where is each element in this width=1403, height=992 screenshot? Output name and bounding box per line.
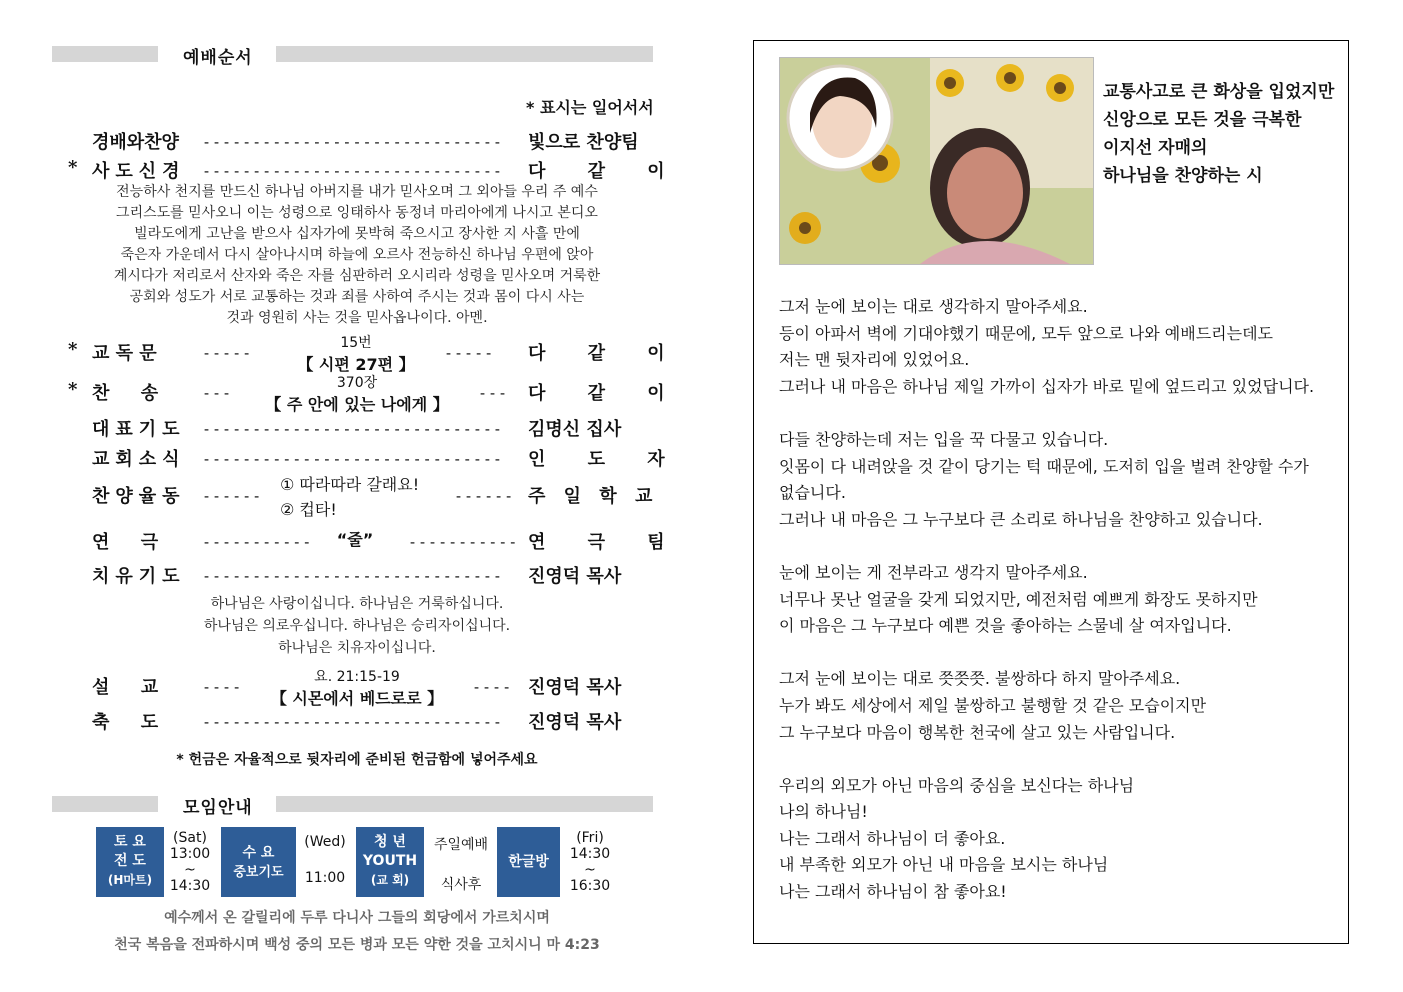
dash-line: ------ — [202, 487, 263, 505]
order-label: 찬 송 — [92, 383, 159, 404]
youth-box — [356, 827, 424, 897]
order-row — [62, 708, 652, 736]
dash-line: --- — [202, 384, 233, 402]
meetings-title: 모임안내 — [183, 798, 253, 818]
poem-line: 나의 하나님! — [779, 802, 868, 822]
detail-line: 370장 — [336, 375, 378, 391]
detail-line: “줄” — [336, 530, 374, 549]
hymn-detail — [262, 372, 452, 415]
stand-mark: * — [68, 379, 78, 400]
order-label: 교회소식 — [92, 449, 186, 470]
time-line: (Wed) — [304, 834, 346, 850]
box-line: 청 년 — [374, 834, 406, 850]
caption-line: 교통사고로 큰 화상을 입었지만 — [1103, 82, 1335, 102]
poem-body — [779, 294, 1329, 906]
order-leader: 김명신 집사 — [528, 419, 622, 440]
poem-stanza — [779, 773, 1329, 906]
box-line: 한글방 — [508, 854, 549, 870]
detail-line: 【 주 안에 있는 나에게 】 — [265, 395, 449, 414]
time-line: 16:30 — [569, 878, 611, 894]
poem-line: 눈에 보이는 게 전부라고 생각지 말아주세요. — [779, 562, 1088, 582]
healing-line: 하나님은 치유자이십니다. — [278, 640, 436, 656]
time-line: ~ — [584, 862, 596, 878]
order-label: 연 극 — [92, 532, 159, 553]
dash-line: ------------------------------ — [202, 450, 503, 468]
poem-line: 그 누구보다 마음이 행복한 천국에 살고 있는 사람입니다. — [779, 722, 1176, 742]
korean-class-box — [497, 827, 560, 897]
standing-note: * 표시는 일어서서 — [526, 98, 654, 117]
time-line: ~ — [184, 862, 196, 878]
worship-order-title: 예배순서 — [183, 48, 253, 68]
detail-line: 【 시몬에서 베드로로 】 — [270, 689, 444, 708]
healing-line: 하나님은 의로우십니다. 하나님은 승리자이십니다. — [203, 618, 511, 634]
order-label: 경배와찬양 — [92, 132, 179, 153]
order-leader: 인 도 자 — [528, 449, 683, 470]
order-leader: 다 같 이 — [528, 383, 683, 404]
order-label: 치유기도 — [92, 566, 186, 587]
detail-line: ② 컵타! — [280, 500, 337, 519]
poem-line: 그러나 내 마음은 하나님 제일 가까이 십자가 바로 밑에 엎드리고 있었답니다. — [779, 376, 1315, 396]
poem-line: 잇몸이 다 내려앉을 것 같이 당기는 턱 때문에, 도저히 입을 벌려 찬양할 수가 없습니다. — [779, 456, 1309, 503]
dash-line: ------------------------------ — [202, 133, 503, 151]
wednesday-prayer-box — [221, 827, 296, 897]
poem-line: 다들 찬양하는데 저는 입을 꾹 다물고 있습니다. — [779, 429, 1109, 449]
poem-stanza — [779, 666, 1329, 746]
order-leader: 진영덕 목사 — [528, 566, 622, 587]
box-line: (H마트) — [107, 873, 153, 887]
caption-line: 이지선 자매의 — [1103, 138, 1208, 158]
order-leader: 빛으로 찬양팀 — [528, 132, 639, 153]
order-row — [62, 445, 683, 473]
dash-line: ------------------------------ — [202, 420, 503, 438]
friday-time — [566, 830, 614, 894]
poem-line: 등이 아파서 벽에 기대야했기 때문에, 모두 앞으로 나와 예배드리는데도 — [779, 323, 1273, 343]
detail-line: 요. 21:15-19 — [314, 669, 400, 685]
saturday-time — [166, 830, 214, 894]
dash-line: ------------------------------ — [202, 567, 503, 585]
saturday-evangelism-box — [96, 827, 164, 897]
time-line: 13:00 — [169, 846, 211, 862]
order-row — [62, 415, 652, 443]
order-label: 축 도 — [92, 712, 159, 733]
creed-line: 계시다가 저리로서 산자와 죽은 자를 심판하러 오시리라 성령을 믿사오며 거룩한 — [113, 268, 601, 284]
detail-line: 15번 — [340, 335, 372, 351]
poem-line: 이 마음은 그 누구보다 예쁜 것을 좋아하는 스물네 살 여자입니다. — [779, 616, 1232, 636]
time-line: 주일예배 — [433, 837, 489, 853]
creed-line: 것과 영원히 사는 것을 믿사옵나이다. 아멘. — [226, 310, 488, 326]
time-line: 식사후 — [440, 877, 482, 893]
footer-line: 예수께서 온 갈릴리에 두루 다니사 그들의 회당에서 가르치시며 — [164, 910, 550, 926]
dash-line: ----- — [444, 344, 495, 362]
time-line: (Sat) — [173, 830, 207, 846]
order-label: 찬양율동 — [92, 486, 186, 507]
poem-line: 나는 그래서 하나님이 참 좋아요! — [779, 882, 1007, 902]
dash-line: ----------- — [202, 533, 312, 551]
time-line: 14:30 — [169, 878, 211, 894]
section-bar-left — [52, 46, 158, 62]
section-bar-right — [276, 796, 653, 812]
order-label: 설 교 — [92, 677, 159, 698]
creed-line: 전능하사 천지를 만드신 하나님 아버지를 내가 믿사오며 그 외아들 우리 주 예수 — [116, 184, 598, 200]
caption-line: 신앙으로 모든 것을 극복한 — [1103, 110, 1302, 130]
order-label: 교 독 문 — [92, 343, 157, 364]
photo-illustration — [780, 58, 1093, 264]
box-line: 토 요 — [114, 834, 146, 850]
responsive-reading-detail — [276, 332, 436, 375]
order-label: 사도신경 — [92, 161, 186, 182]
order-leader: 다 같 이 — [528, 343, 683, 364]
creed-line: 공회와 성도가 서로 교통하는 것과 죄를 사하여 주시는 것과 몸이 다시 사는 — [129, 289, 585, 305]
sermon-detail — [262, 666, 452, 709]
bible-verse-footer — [62, 905, 652, 959]
creed-line: 죽은자 가운데서 다시 살아나시며 하늘에 오르사 전능하신 하나님 우편에 앉아 — [120, 247, 594, 263]
caption-line: 하나님을 찬양하는 시 — [1103, 166, 1263, 186]
apostles-creed — [62, 182, 652, 329]
poem-stanza — [779, 427, 1329, 533]
dash-line: ---- — [202, 678, 242, 696]
dash-line: --- — [478, 384, 509, 402]
order-row — [62, 562, 652, 590]
box-line: (교 회) — [370, 873, 410, 887]
order-leader: 진영덕 목사 — [528, 677, 622, 698]
dash-line: ------ — [454, 487, 515, 505]
order-row — [62, 128, 652, 156]
poem-line: 내 부족한 외모가 아닌 내 마음을 보시는 하나님 — [779, 855, 1109, 875]
healing-line: 하나님은 사랑이십니다. 하나님은 거룩하십니다. — [210, 596, 504, 612]
poem-stanza — [779, 294, 1329, 400]
dash-line: ------------------------------ — [202, 162, 503, 180]
order-leader: 진영덕 목사 — [528, 712, 622, 733]
poem-stanza — [779, 560, 1329, 640]
poem-line: 너무나 못난 얼굴을 갖게 되었지만, 예전처럼 예쁘게 화장도 못하지만 — [779, 589, 1258, 609]
dash-line: ---- — [472, 678, 512, 696]
section-bar-left — [52, 796, 158, 812]
box-line: 수 요 — [242, 845, 275, 861]
drama-detail — [320, 527, 390, 550]
praise-dance-detail — [280, 472, 419, 522]
youth-time — [428, 834, 494, 894]
detail-line: ① 따라따라 갈래요! — [280, 475, 420, 494]
dash-line: ------------------------------ — [202, 713, 503, 731]
creed-line: 그리스도를 믿사오니 이는 성령으로 잉태하사 동정녀 마리아에게 나시고 본디오 — [116, 205, 598, 221]
creed-line: 빌라도에게 고난을 받으사 십자가에 못박혀 죽으시고 장사한 지 사흘 만에 — [134, 226, 580, 242]
stand-mark: * — [68, 157, 78, 178]
offering-note: * 헌금은 자율적으로 뒷자리에 준비된 헌금함에 넣어주세요 — [176, 752, 538, 768]
order-row — [62, 157, 683, 185]
time-line: 11:00 — [304, 870, 346, 886]
photo — [779, 57, 1094, 265]
box-line: YOUTH — [362, 853, 418, 869]
poem-line: 누가 봐도 세상에서 제일 불쌍하고 불행할 것 같은 모습이지만 — [779, 695, 1207, 715]
dash-line: ----- — [202, 344, 253, 362]
photo-caption — [1103, 78, 1334, 190]
order-leader: 주 일 학 교 — [528, 486, 659, 507]
order-leader: 다 같 이 — [528, 161, 683, 182]
box-line: 전 도 — [114, 853, 146, 869]
footer-line: 천국 복음을 전파하시며 백성 중의 모든 병과 모든 약한 것을 고치시니 마 4:23 — [114, 937, 600, 953]
time-line: 14:30 — [569, 846, 611, 862]
poem-line: 저는 맨 뒷자리에 있었어요. — [779, 350, 970, 370]
order-leader: 연 극 팀 — [528, 532, 683, 553]
time-line: (Fri) — [576, 830, 604, 846]
detail-line: 【 시편 27편 】 — [297, 355, 415, 374]
poem-line: 그저 눈에 보이는 대로 생각하지 말아주세요. — [779, 297, 1088, 316]
healing-prayer-text — [62, 593, 652, 659]
poem-line: 그러나 내 마음은 그 누구보다 큰 소리로 하나님을 찬양하고 있습니다. — [779, 509, 1263, 529]
box-line: 중보기도 — [233, 865, 284, 880]
stand-mark: * — [68, 339, 78, 360]
poem-line: 우리의 외모가 아닌 마음의 중심을 보신다는 하나님 — [779, 775, 1135, 795]
order-label: 대표기도 — [92, 419, 186, 440]
wednesday-time — [300, 834, 350, 886]
poem-line: 나는 그래서 하나님이 더 좋아요. — [779, 828, 1006, 848]
poem-line: 그저 눈에 보이는 대로 쯧쯧쯧. 불쌍하다 하지 말아주세요. — [779, 669, 1181, 689]
dash-line: ----------- — [408, 533, 518, 551]
section-bar-right — [276, 46, 653, 62]
